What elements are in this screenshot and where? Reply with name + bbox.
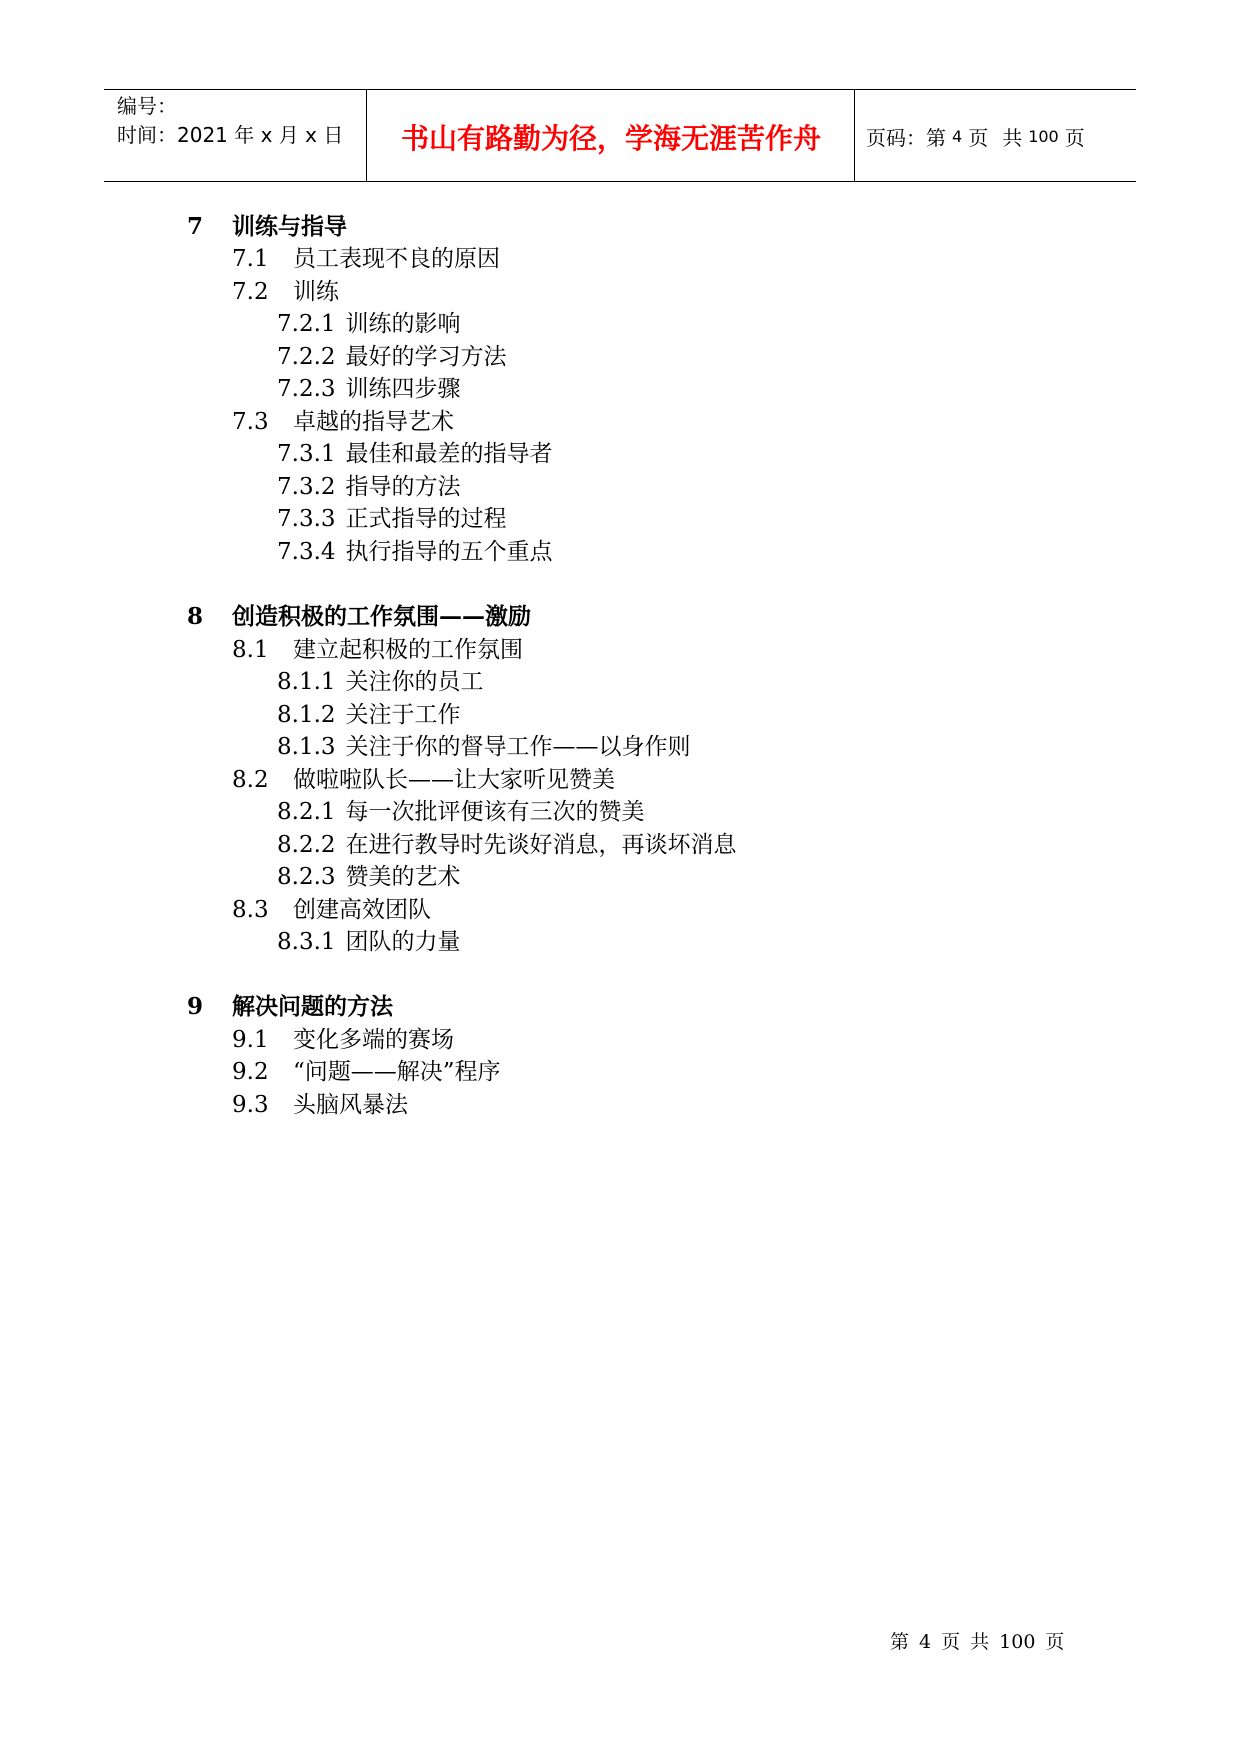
toc-section[interactable] — [232, 764, 615, 796]
header-meta — [117, 92, 343, 150]
toc-number: 7.3.4 — [277, 539, 336, 565]
toc-number: 8.1.3 — [277, 734, 336, 760]
toc-subsection[interactable] — [277, 373, 461, 405]
toc-title: 每一次批评便该有三次的赞美 — [345, 799, 645, 825]
toc-subsection[interactable] — [277, 471, 461, 503]
toc-number: 7.1 — [232, 246, 269, 272]
toc-title: 执行指导的五个重点 — [345, 539, 553, 565]
toc-title: 做啦啦队长——让大家听见赞美 — [293, 767, 615, 793]
toc-section[interactable] — [232, 243, 500, 275]
toc-title: 变化多端的赛场 — [293, 1027, 454, 1053]
footer-page-prefix: 第 — [890, 1631, 910, 1653]
toc-number: 7 — [187, 213, 204, 240]
toc-chapter[interactable] — [187, 991, 393, 1023]
toc-section[interactable] — [232, 1024, 454, 1056]
toc-title: 指导的方法 — [345, 474, 461, 500]
page-footer — [890, 1627, 1074, 1654]
toc-title: 在进行教导时先谈好消息，再谈坏消息 — [345, 832, 737, 858]
toc-subsection[interactable] — [277, 438, 553, 470]
page-number: 4 — [952, 127, 963, 146]
toc-number: 7.3.2 — [277, 474, 336, 500]
total-pages: 100 — [1028, 127, 1059, 146]
toc-subsection[interactable] — [277, 731, 691, 763]
toc-section[interactable] — [232, 276, 339, 308]
toc-number: 9.1 — [232, 1027, 269, 1053]
toc-number: 8.2.1 — [277, 799, 336, 825]
toc-subsection[interactable] — [277, 503, 507, 535]
toc-number: 7.3 — [232, 409, 269, 435]
toc-title: 训练与指导 — [232, 213, 347, 240]
total-unit: 页 — [1064, 126, 1085, 150]
toc-subsection[interactable] — [277, 341, 507, 373]
toc-subsection[interactable] — [277, 536, 553, 568]
toc-number: 7.2.3 — [277, 376, 336, 402]
toc-title: 训练 — [293, 279, 339, 305]
toc-section[interactable] — [232, 634, 523, 666]
document-header — [104, 89, 1136, 182]
toc-title: 关注你的员工 — [345, 669, 484, 695]
toc-title: 关注于你的督导工作——以身作则 — [345, 734, 691, 760]
toc-subsection[interactable] — [277, 796, 645, 828]
toc-number: 8.1.1 — [277, 669, 336, 695]
toc-number: 7.3.3 — [277, 506, 336, 532]
toc-title: “问题——解决”程序 — [293, 1059, 501, 1085]
toc-chapter[interactable] — [187, 601, 531, 633]
toc-title: 解决问题的方法 — [232, 993, 393, 1020]
toc-section[interactable] — [232, 1056, 501, 1088]
date-line: 时间：2021 年 x 月 x 日 — [117, 123, 344, 147]
total-label: 共 — [1002, 126, 1023, 150]
toc-section[interactable] — [232, 406, 454, 438]
toc-title: 头脑风暴法 — [293, 1092, 408, 1118]
toc-number: 7.2.2 — [277, 344, 336, 370]
footer-total-unit: 页 — [1045, 1631, 1065, 1653]
footer-total-prefix: 共 — [970, 1631, 990, 1653]
toc-subsection[interactable] — [277, 926, 461, 958]
toc-section[interactable] — [232, 1089, 408, 1121]
toc-title: 关注于工作 — [345, 702, 461, 728]
toc-number: 9 — [187, 993, 204, 1020]
toc-section[interactable] — [232, 894, 431, 926]
toc-number: 9.3 — [232, 1092, 269, 1118]
page-label: 页码：第 — [866, 126, 946, 150]
toc-number: 9.2 — [232, 1059, 269, 1085]
toc-number: 7.2 — [232, 279, 269, 305]
toc-number: 8.2.2 — [277, 832, 336, 858]
toc-number: 8.2 — [232, 767, 269, 793]
toc-number: 8.1.2 — [277, 702, 336, 728]
toc-subsection[interactable] — [277, 666, 484, 698]
toc-title: 卓越的指导艺术 — [293, 409, 454, 435]
header-divider — [366, 90, 367, 181]
toc-subsection[interactable] — [277, 861, 461, 893]
toc-title: 创造积极的工作氛围——激励 — [232, 603, 531, 630]
toc-subsection[interactable] — [277, 829, 737, 861]
toc-title: 员工表现不良的原因 — [293, 246, 500, 272]
footer-page-unit: 页 — [941, 1631, 961, 1653]
toc-number: 8.3 — [232, 897, 269, 923]
toc-title: 最佳和最差的指导者 — [345, 441, 553, 467]
toc-title: 创建高效团队 — [293, 897, 431, 923]
toc-title: 正式指导的过程 — [345, 506, 507, 532]
toc-title: 赞美的艺术 — [345, 864, 461, 890]
toc-title: 训练的影响 — [345, 311, 461, 337]
toc-title: 团队的力量 — [345, 929, 461, 955]
serial-label: 编号： — [117, 94, 177, 118]
toc-subsection[interactable] — [277, 699, 461, 731]
toc-number: 8 — [187, 603, 204, 630]
footer-total-number: 100 — [999, 1631, 1036, 1653]
toc-title: 最好的学习方法 — [345, 344, 507, 370]
toc-number: 7.2.1 — [277, 311, 336, 337]
toc-number: 8.2.3 — [277, 864, 336, 890]
toc-number: 8.1 — [232, 637, 269, 663]
page-unit: 页 — [968, 126, 989, 150]
toc-title: 建立起积极的工作氛围 — [293, 637, 523, 663]
header-page-info — [866, 90, 1085, 183]
header-divider — [854, 90, 855, 181]
toc-title: 训练四步骤 — [345, 376, 461, 402]
toc-number: 7.3.1 — [277, 441, 336, 467]
header-motto: 书山有路勤为径，学海无涯苦作舟 — [400, 121, 821, 155]
footer-page-number: 4 — [919, 1631, 932, 1653]
toc-subsection[interactable] — [277, 308, 461, 340]
toc-chapter[interactable] — [187, 211, 347, 243]
toc-number: 8.3.1 — [277, 929, 336, 955]
